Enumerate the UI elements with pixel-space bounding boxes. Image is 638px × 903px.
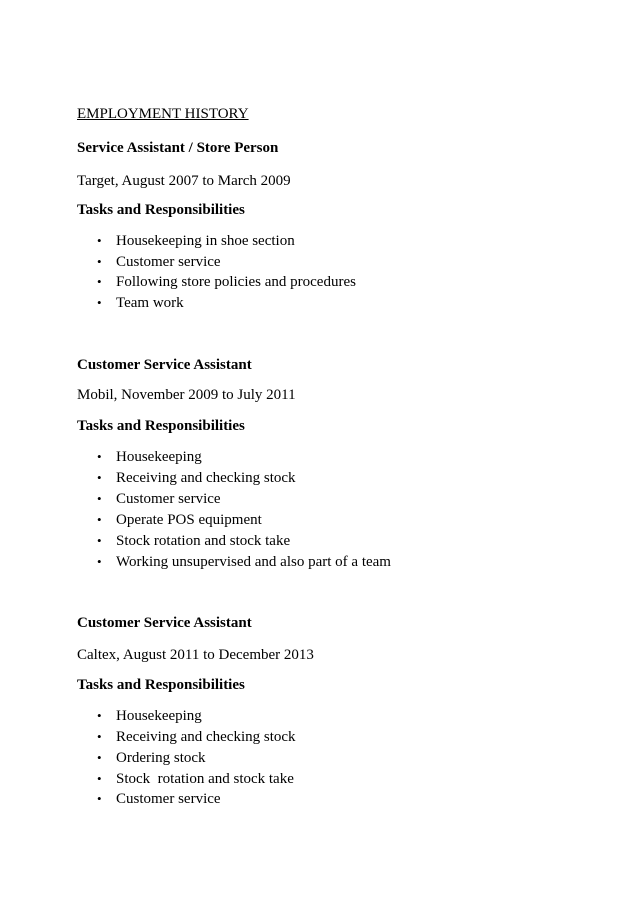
task-text: Ordering stock <box>116 750 206 766</box>
tasks-heading: Tasks and Responsibilities <box>77 202 245 218</box>
task-text: Housekeeping in shoe section <box>116 233 295 249</box>
task-text: Team work <box>116 295 184 311</box>
task-text: Receiving and checking stock <box>116 470 296 486</box>
bullet-icon: • <box>97 554 102 569</box>
tasks-heading: Tasks and Responsibilities <box>77 677 245 693</box>
job-employer-dates: Target, August 2007 to March 2009 <box>77 173 291 189</box>
task-text: Customer service <box>116 254 221 270</box>
bullet-icon: • <box>97 491 102 506</box>
bullet-icon: • <box>97 750 102 765</box>
task-text: Following store policies and procedures <box>116 274 356 290</box>
task-text: Customer service <box>116 791 221 807</box>
job-title: Customer Service Assistant <box>77 357 252 373</box>
bullet-icon: • <box>97 729 102 744</box>
bullet-icon: • <box>97 274 102 289</box>
task-text: Housekeeping <box>116 449 202 465</box>
bullet-icon: • <box>97 449 102 464</box>
bullet-icon: • <box>97 295 102 310</box>
task-text: Operate POS equipment <box>116 512 262 528</box>
job-title: Service Assistant / Store Person <box>77 140 279 156</box>
bullet-icon: • <box>97 233 102 248</box>
bullet-icon: • <box>97 771 102 786</box>
task-text: Customer service <box>116 491 221 507</box>
job-employer-dates: Caltex, August 2011 to December 2013 <box>77 647 314 663</box>
task-text: Stock rotation and stock take <box>116 533 291 549</box>
bullet-icon: • <box>97 533 102 548</box>
bullet-icon: • <box>97 512 102 527</box>
bullet-icon: • <box>97 254 102 269</box>
job-employer-dates: Mobil, November 2009 to July 2011 <box>77 387 296 403</box>
bullet-icon: • <box>97 708 102 723</box>
bullet-icon: • <box>97 470 102 485</box>
task-text: Receiving and checking stock <box>116 729 296 745</box>
task-text: Housekeeping <box>116 708 202 724</box>
job-title: Customer Service Assistant <box>77 615 252 631</box>
bullet-icon: • <box>97 791 102 806</box>
section-title: EMPLOYMENT HISTORY <box>77 106 249 122</box>
task-text: Stock rotation and stock take <box>116 771 294 787</box>
task-text: Working unsupervised and also part of a team <box>116 554 391 570</box>
tasks-heading: Tasks and Responsibilities <box>77 418 245 434</box>
